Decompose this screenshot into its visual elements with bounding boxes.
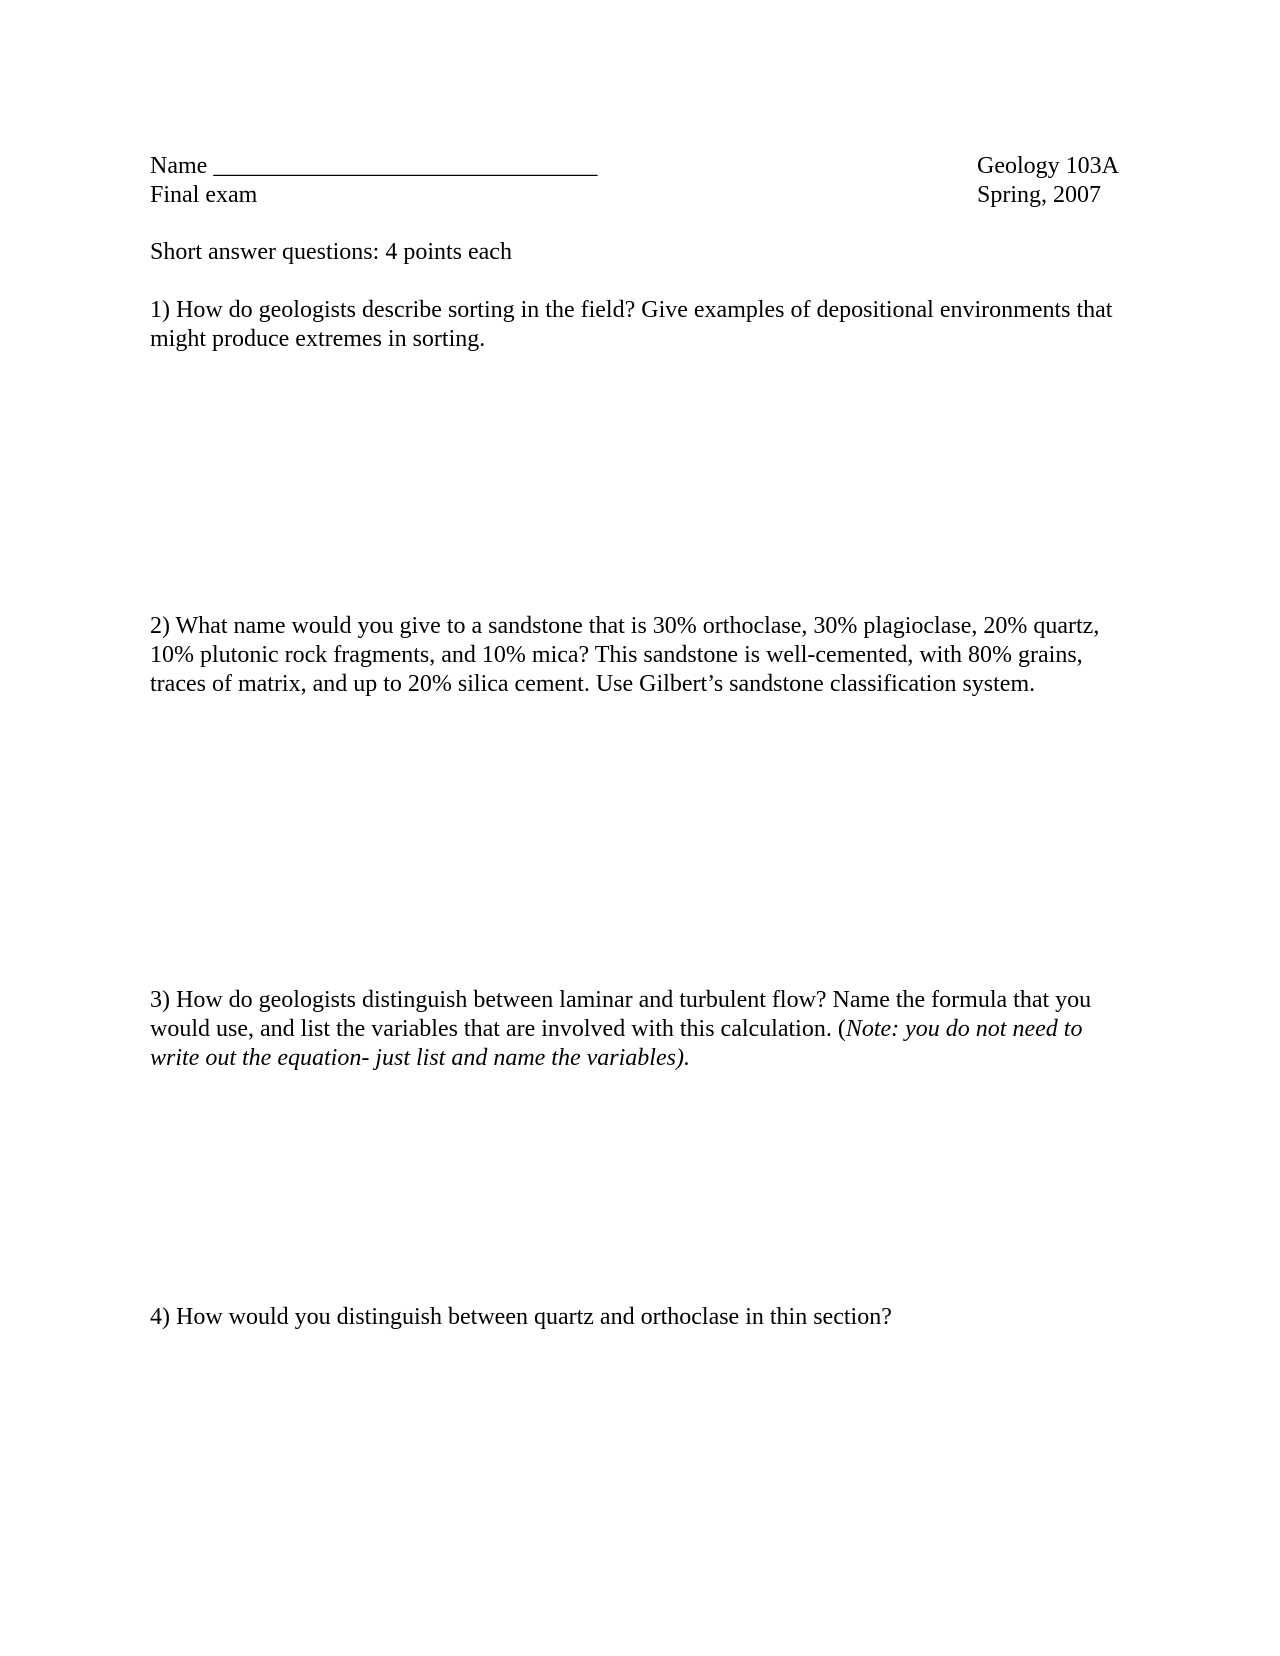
question-1: 1) How do geologists describe sorting in the field? Give examples of depositional environments that might produce extremes in sorting. (150, 297, 1113, 352)
question-4: 4) How would you distinguish between quartz and orthoclase in thin section? (150, 1304, 892, 1330)
question-2: 2) What name would you give to a sandstone that is 30% orthoclase, 30% plagioclase, 20% quartz, 10% plutonic rock fragments, and 10% mica? This sandstone is well-cemented, with 80% grains, traces of matrix, and up to 20% silica cement. Use Gilbert’s sandstone classification system. (150, 613, 1100, 697)
course-title: Geology 103A (977, 153, 1119, 179)
exam-term: Spring, 2007 (977, 182, 1102, 208)
exam-title: Final exam (150, 182, 258, 208)
question-3-note: Note: you do not need to write out the equation- just list and name the variables). (150, 1016, 1083, 1071)
question-3 (150, 986, 1130, 1073)
instructions: Short answer questions: 4 points each (150, 239, 512, 265)
header-row-2 (150, 181, 1127, 210)
header-row-1 (150, 152, 1127, 181)
name-blank: ________________________________ (213, 153, 598, 179)
question-3-text: 3) How do geologists distinguish between laminar and turbulent flow? Name the formula that you would use, and list the variables that are involved with this calculation. ( (150, 987, 1092, 1042)
name-line (150, 152, 597, 181)
exam-header (150, 152, 1127, 210)
name-label: Name (150, 153, 208, 179)
